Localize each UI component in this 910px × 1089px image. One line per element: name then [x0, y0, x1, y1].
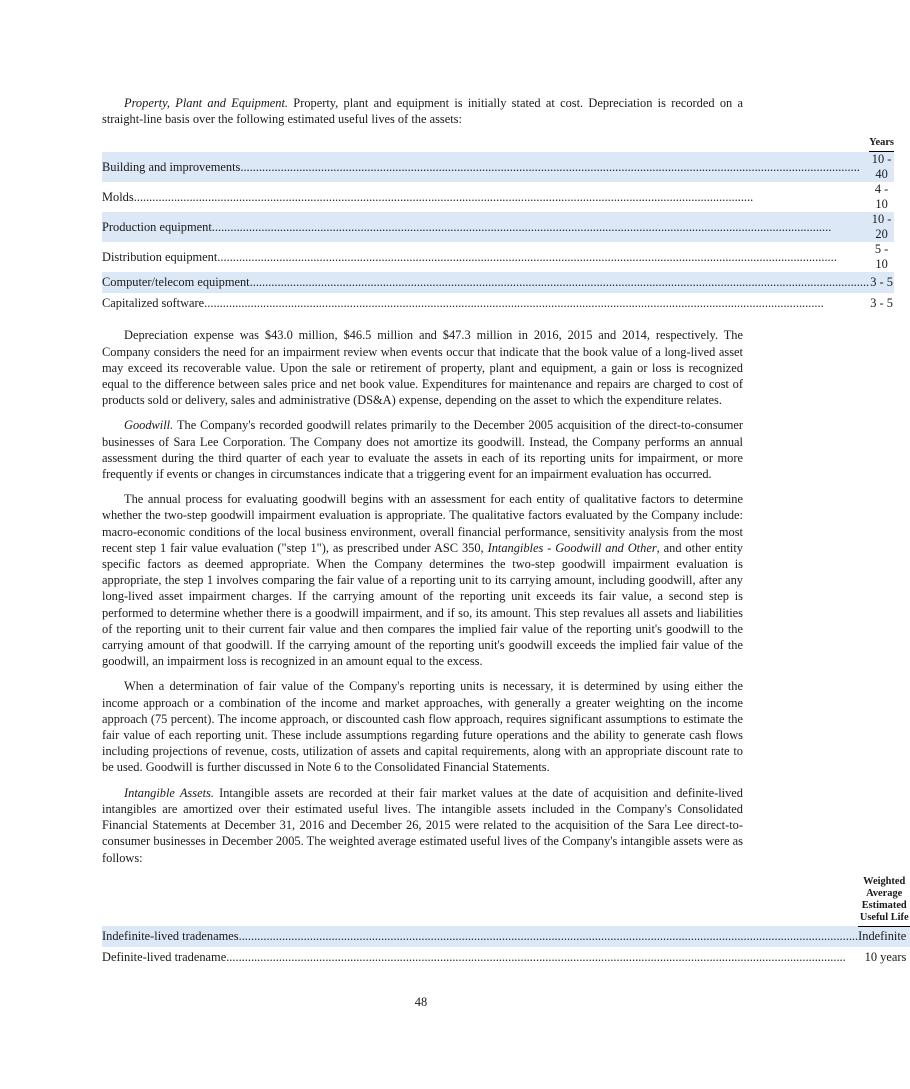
- table-row: [102, 212, 894, 242]
- goodwill-para2-italic: Intangibles - Goodwill and Other: [487, 540, 657, 555]
- col-header-line-1: Weighted Average: [863, 875, 906, 899]
- leader-dots: ........................................................................................................................................................................................................: [133, 189, 754, 204]
- row-value: 10 - 40: [869, 152, 894, 183]
- intangibles-col-header: [858, 876, 910, 927]
- row-value: 10 years: [864, 949, 907, 964]
- row-value: 3 - 5: [869, 272, 894, 293]
- leader-dots: ........................................................................................................................................................................................................: [204, 295, 824, 310]
- depreciation-paragraph: Depreciation expense was $43.0 million, $46.5 million and $47.3 million in 2016, 2015 and 2014, respectively. The Company considers the need for an impairment review when events occur that indicate that the book value of a long-lived asset may exceed its recoverable value. Upon the sale or retirement of property, plant and equipment, a gain or loss is recognized equal to the difference between sales price and net book value. Expenditures for maintenance and repairs are charged to cost of products sold or delivery, sales and administrative (DS&A) expense, depending on the asset to which the expenditure relates.: [102, 328, 743, 408]
- goodwill-para2-a: The annual process for evaluating goodwill begins with an assessment for each entity of qualitative factors to determine whether the two-step goodwill impairment evaluation is appropriate. The qualitative factors evaluated by the Company include: macro-economic conditions of the local business environment, overall financial performance, sensitivity analysis from the most recent step 1 fair value evaluation ("step 1"), as prescribed under ASC 350,: [102, 492, 743, 555]
- row-label: Distribution equipment: [102, 249, 218, 264]
- row-value: 5 - 10: [874, 242, 889, 272]
- row-label: Production equipment: [102, 219, 212, 234]
- row-label: Definite-lived tradename: [102, 949, 227, 964]
- table-row: [102, 272, 894, 293]
- leader-dots: ........................................................................................................................................................................................................: [226, 949, 846, 964]
- table-row: [102, 152, 894, 183]
- ppe-intro-paragraph: [102, 95, 743, 127]
- document-body: [102, 95, 909, 982]
- leader-dots: ........................................................................................................................................................................................................: [240, 159, 860, 174]
- table-row: [102, 182, 894, 212]
- goodwill-para1-text: The Company's recorded goodwill relates primarily to the December 2005 acquisition of the direct-to-consumer businesses of Sara Lee Corporation. The Company does not amortize its goodwill. Instead, the Company performs an annual assessment during the third quarter of each year to evaluate the assets in each of its reporting units for impairment, or more frequently if events or changes in circumstances indicate that a triggering event for an impairment evaluation has occurred.: [102, 418, 743, 482]
- table-row: [102, 926, 910, 947]
- row-value: 4 - 10: [874, 182, 889, 212]
- goodwill-paragraph-3: When a determination of fair value of the Company's reporting units is necessary, it is determined by using either the income approach or a combination of the income and market approaches, with generally a greater weighting on the income approach (75 percent). The income approach, or discounted cash flow approach, requires significant assumptions to estimate the fair value of each reporting unit. These include assumptions regarding future operations and the ability to generate cash flows including projections of revenue, costs, utilization of assets and capital requirements, along with an appropriate discount rate to be used. Goodwill is further discussed in Note 6 to the Consolidated Financial Statements.: [102, 679, 743, 775]
- goodwill-paragraph-2: [102, 491, 743, 669]
- table-row: [102, 293, 894, 314]
- intangibles-useful-lives-table: [102, 876, 910, 968]
- row-label: Capitalized software: [102, 295, 205, 310]
- ppe-table-spacer: [102, 137, 869, 152]
- goodwill-para2-b: , and other entity specific factors as deemed appropriate. When the Company determines the two-step goodwill impairment evaluation is appropriate, the step 1 involves comparing the fair value of a reporting unit to its carrying amount, including goodwill, after any long-lived asset impairment charges. If the carrying amount of the reporting unit exceeds its fair value, a second step is performed to determine whether there is a goodwill impairment, and if so, its amount. This step revalues all assets and liabilities of the reporting unit to their current fair value and then compares the implied fair value of the reporting unit's goodwill to the carrying amount of that goodwill. If the carrying amount of the reporting unit's goodwill exceeds the implied fair value of the goodwill, an impairment loss is recognized in an amount equal to the excess.: [102, 540, 744, 669]
- row-label: Computer/telecom equipment: [102, 275, 250, 290]
- page-number: 48: [414, 995, 428, 1009]
- intangibles-paragraph: [102, 785, 743, 866]
- row-value: Indefinite: [858, 926, 910, 947]
- leader-dots: ........................................................................................................................................................................................................: [238, 929, 859, 944]
- leader-dots: ........................................................................................................................................................................................................: [211, 219, 832, 234]
- table-row: [102, 242, 894, 272]
- intangibles-table-spacer: [102, 876, 858, 927]
- row-value: 3 - 5: [870, 295, 893, 310]
- goodwill-lead: Goodwill.: [124, 418, 174, 433]
- row-value: 10 - 20: [869, 212, 894, 242]
- ppe-col-header-years: Years: [869, 137, 894, 152]
- ppe-intro-text: Property, plant and equipment is initially stated at cost. Depreciation is recorded on a straight-line basis over the following estimated useful lives of the assets:: [102, 96, 743, 127]
- row-label: Indefinite-lived tradenames: [102, 929, 239, 944]
- row-label: Molds: [102, 189, 134, 204]
- col-header-line-2: Estimated Useful Life: [859, 899, 909, 923]
- intangibles-intro-text: Intangible assets are recorded at their fair market values at the date of acquisition and definite-lived intangibles are amortized over their estimated useful lives. The intangible assets included in the Company's Consolidated Financial Statements at December 31, 2016 and December 26, 2015 were related to the acquisition of the Sara Lee direct-to-consumer businesses in December 2005. The weighted average estimated useful lives of the Company's intangible assets were as follows:: [102, 785, 743, 865]
- table-row: [102, 947, 910, 968]
- goodwill-paragraph-1: [102, 417, 743, 482]
- row-label: Building and improvements: [102, 159, 241, 174]
- leader-dots: ........................................................................................................................................................................................................: [217, 249, 837, 264]
- ppe-useful-lives-table: [102, 137, 894, 313]
- intangibles-lead: Intangible Assets.: [124, 785, 214, 800]
- ppe-lead: Property, Plant and Equipment.: [124, 96, 289, 110]
- leader-dots: ........................................................................................................................................................................................................: [249, 275, 870, 290]
